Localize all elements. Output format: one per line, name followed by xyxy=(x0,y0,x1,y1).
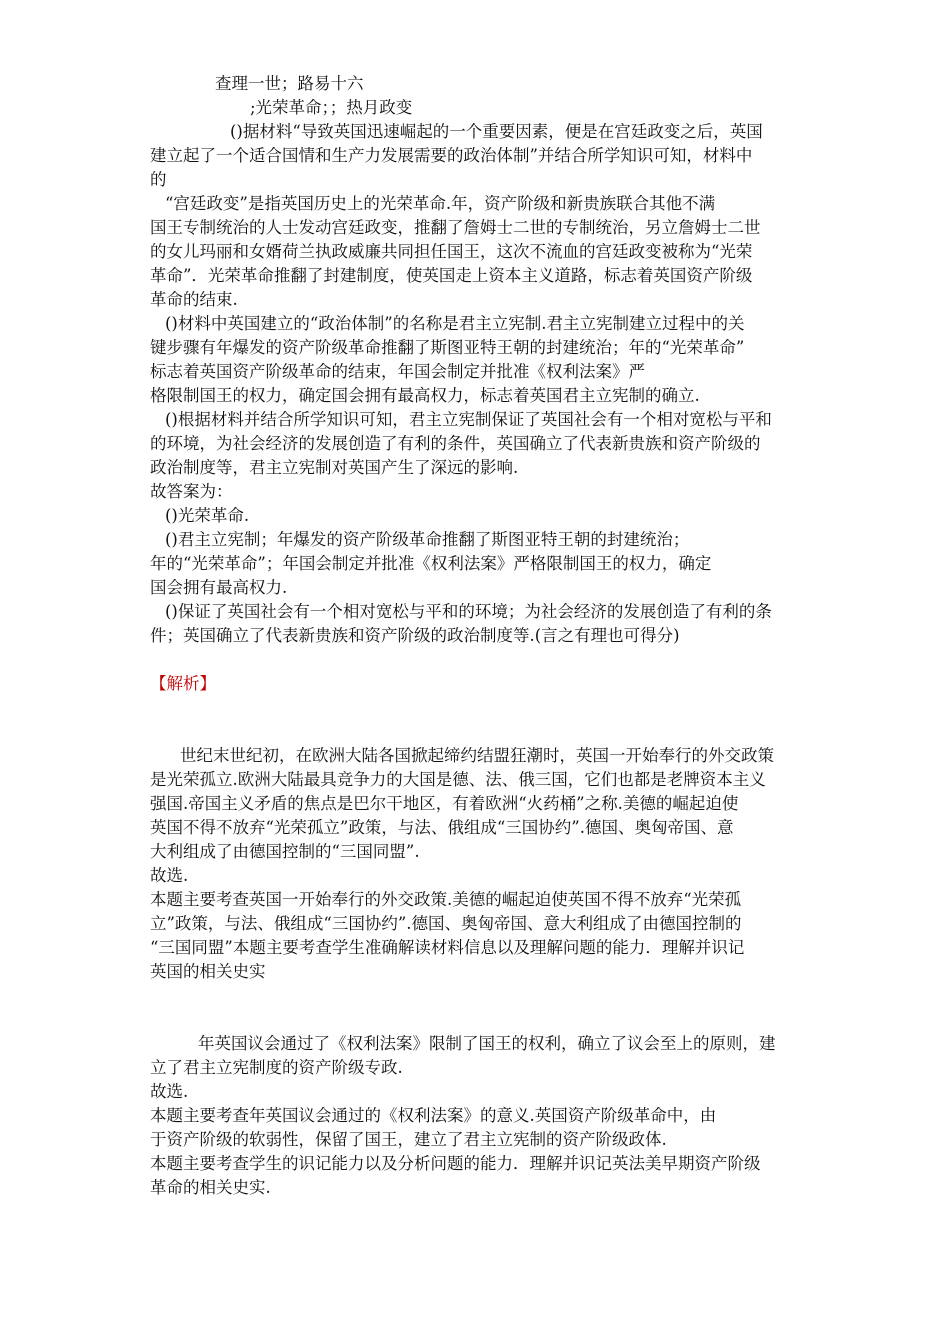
text-line: 年英国议会通过了《权利法案》限制了国王的权利，确立了议会至上的原则，建 xyxy=(198,1034,776,1053)
text-line: 立”政策，与法、俄组成“三国协约”.德国、奥匈帝国、意大利组成了由德国控制的 xyxy=(150,914,742,933)
text-line: 立了君主立宪制度的资产阶级专政. xyxy=(150,1058,403,1077)
text-line: ()保证了英国社会有一个相对宽松与平和的环境；为社会经济的发展创造了有利的条 xyxy=(165,602,772,621)
text-line: 英国不得不放弃“光荣孤立”政策，与法、俄组成“三国协约”.德国、奥匈帝国、意 xyxy=(150,818,734,837)
text-line: 本题主要考查年英国议会通过的《权利法案》的意义.英国资产阶级革命中，由 xyxy=(150,1106,717,1125)
text-line: 强国.帝国主义矛盾的焦点是巴尔干地区，有着欧洲“火药桶”之称.美德的崛起迫使 xyxy=(150,794,739,813)
text-line: 国王专制统治的人士发动宫廷政变，推翻了詹姆士二世的专制统治，另立詹姆士二世 xyxy=(150,218,761,237)
text-line: ()根据材料并结合所学知识可知，君主立宪制保证了英国社会有一个相对宽松与平和 xyxy=(165,410,772,429)
text-line: 革命的结束. xyxy=(150,290,238,309)
text-line: 故选. xyxy=(150,1082,189,1101)
text-line: 标志着英国资产阶级革命的结束，年国会制定并批准《权利法案》严 xyxy=(150,362,645,381)
text-line: 的环境，为社会经济的发展创造了有利的条件，英国确立了代表新贵族和资产阶级的 xyxy=(150,434,761,453)
text-line: 查理一世；路易十六 xyxy=(215,74,364,93)
text-line: 本题主要考查学生的识记能力以及分析问题的能力．理解并识记英法美早期资产阶级 xyxy=(150,1154,761,1173)
text-line: 政治制度等，君主立宪制对英国产生了深远的影响. xyxy=(150,458,519,477)
text-line: ()君主立宪制；年爆发的资产阶级革命推翻了斯图亚特王朝的封建统治； xyxy=(165,530,690,549)
text-line: 英国的相关史实 xyxy=(150,962,266,981)
text-line: ()据材料“导致英国迅速崛起的一个重要因素，便是在宫廷政变之后，英国 xyxy=(230,122,763,141)
text-line: 件；英国确立了代表新贵族和资产阶级的政治制度等.(言之有理也可得分) xyxy=(150,626,680,645)
text-line: “三国同盟”本题主要考查学生准确解读材料信息以及理解问题的能力．理解并识记 xyxy=(150,938,745,957)
text-line: 大利组成了由德国控制的“三国同盟”. xyxy=(150,842,420,861)
text-line: 世纪末世纪初，在欧洲大陆各国掀起缔约结盟狂潮时，英国一开始奉行的外交政策 xyxy=(180,746,774,765)
analysis-label: 【解析】 xyxy=(150,674,216,693)
text-line: ()光荣革命. xyxy=(165,506,250,525)
text-line: 建立起了一个适合国情和生产力发展需要的政治体制”并结合所学知识可知，材料中 xyxy=(150,146,753,165)
text-line: “宫廷政变”是指英国历史上的光荣革命.年，资产阶级和新贵族联合其他不满 xyxy=(165,194,716,213)
text-line: 故答案为： xyxy=(150,482,233,501)
text-line: 故选. xyxy=(150,866,189,885)
text-line: 革命”．光荣革命推翻了封建制度，使英国走上资本主义道路，标志着英国资产阶级 xyxy=(150,266,753,285)
text-line: 是光荣孤立.欧洲大陆最具竞争力的大国是德、法、俄三国，它们也都是老牌资本主义 xyxy=(150,770,766,789)
text-line: 革命的相关史实. xyxy=(150,1178,271,1197)
text-line: ;光荣革命；；热月政变 xyxy=(250,98,413,117)
text-line: 国会拥有最高权力. xyxy=(150,578,288,597)
text-line: 于资产阶级的软弱性，保留了国王，建立了君主立宪制的资产阶级政体. xyxy=(150,1130,667,1149)
text-line: 本题主要考查英国一开始奉行的外交政策.美德的崛起迫使英国不得不放弃“光荣孤 xyxy=(150,890,742,909)
text-line: 的女儿玛丽和女婿荷兰执政威廉共同担任国王，这次不流血的宫廷政变被称为“光荣 xyxy=(150,242,753,261)
text-line: ()材料中英国建立的“政治体制”的名称是君主立宪制.君主立宪制建立过程中的关 xyxy=(165,314,745,333)
text-line: 格限制国王的权力，确定国会拥有最高权力，标志着英国君主立宪制的确立. xyxy=(150,386,700,405)
text-line: 的 xyxy=(150,170,167,189)
text-line: 键步骤有年爆发的资产阶级革命推翻了斯图亚特王朝的封建统治；年的“光荣革命” xyxy=(150,338,745,357)
text-line: 年的“光荣革命”；年国会制定并批准《权利法案》严格限制国王的权力，确定 xyxy=(150,554,712,573)
